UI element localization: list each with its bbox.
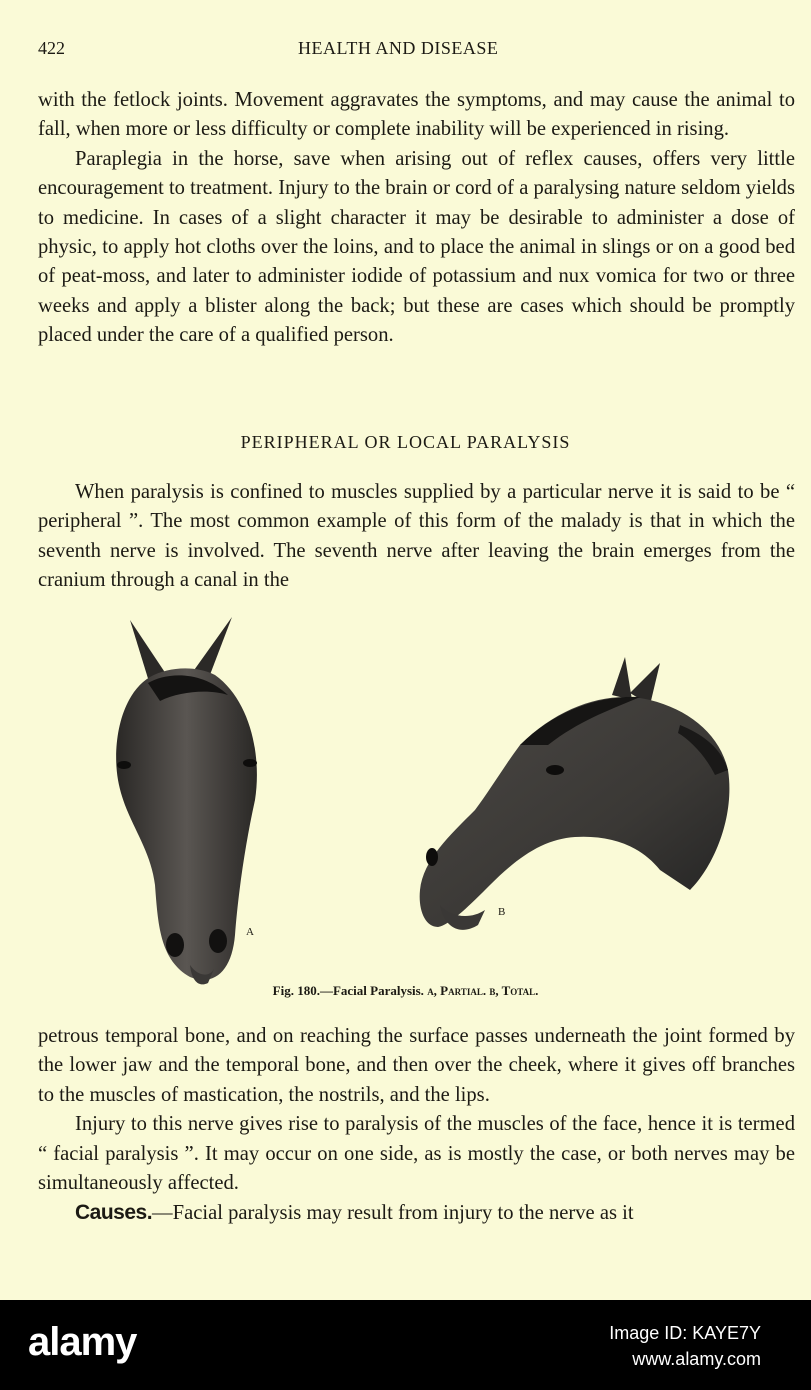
figure-label-b: B: [498, 906, 506, 918]
image-id: Image ID: KAYE7Y: [609, 1323, 761, 1343]
paragraph-petrous: petrous temporal bone, and on reaching the surface passes underneath the joint formed by the lower jaw and the temporal bone, and then over the cheek, where it gives off branches to the muscles of mastication, the nostrils, and the lips.: [38, 1025, 795, 1106]
bottom-text: [38, 1022, 795, 1229]
paragraph-causes: [38, 1198, 795, 1228]
watermark-url: www.alamy.com: [632, 1349, 761, 1369]
section-title: PERIPHERAL OR LOCAL PARALYSIS: [240, 432, 571, 452]
causes-text: —Facial paralysis may result from injury to the nerve as it: [152, 1202, 634, 1225]
causes-heading: Causes.: [75, 1201, 153, 1225]
caption-b: b, Total.: [489, 983, 539, 998]
horse-illustrations: [0, 605, 811, 1005]
paragraph-paraplegia: Paraplegia in the horse, save when arising out of reflex causes, offers very little encouragement to treatment. Injury to the brain or cord of a paralysing nature seldom yields to medicine. In cases of a slight character it may be desirable to administer a dose of physic, to apply hot cloths over the loins, and to place the animal in slings or on a good bed of peat-moss, and later to administer iodide of potassium and nux vomica for two or three weeks and apply a blister along the back; but these are cases which should be promptly placed under the care of a qualified person.: [38, 147, 795, 347]
watermark-bar: [0, 1300, 811, 1390]
horse-side-view: [420, 657, 730, 930]
figure-label-a: A: [246, 926, 254, 938]
image-id-block: [609, 1320, 761, 1372]
figure-180: [0, 605, 811, 1005]
caption-fig-number: Fig. 180.—Facial Paralysis.: [272, 983, 424, 998]
caption-a: a, Partial.: [427, 983, 487, 998]
horse-front-view: [116, 617, 257, 984]
top-text: [38, 86, 795, 351]
page-header: [38, 38, 795, 64]
paragraph-continuation: with the fetlock joints. Movement aggravates the symptoms, and may cause the animal to fall, when more or less difficulty or complete inability will be experienced in rising.: [38, 89, 795, 141]
figure-caption: [0, 983, 811, 999]
paragraph-peripheral: When paralysis is confined to muscles supplied by a particular nerve it is said to be “ peripheral ”. The most common example of this form of the malady is that in which the seventh nerve is involved. The seventh nerve after leaving the brain emerges from the cranium through a canal in the: [38, 481, 795, 592]
paragraph-injury: Injury to this nerve gives rise to paralysis of the muscles of the face, hence it is termed “ facial paralysis ”. It may occur on one side, as is mostly the case, or both nerves may be simultaneously affected.: [38, 1113, 795, 1195]
mid-text: [38, 478, 795, 596]
running-title: HEALTH AND DISEASE: [298, 38, 499, 58]
alamy-logo: alamy: [28, 1320, 137, 1364]
page-number: 422: [38, 38, 65, 58]
